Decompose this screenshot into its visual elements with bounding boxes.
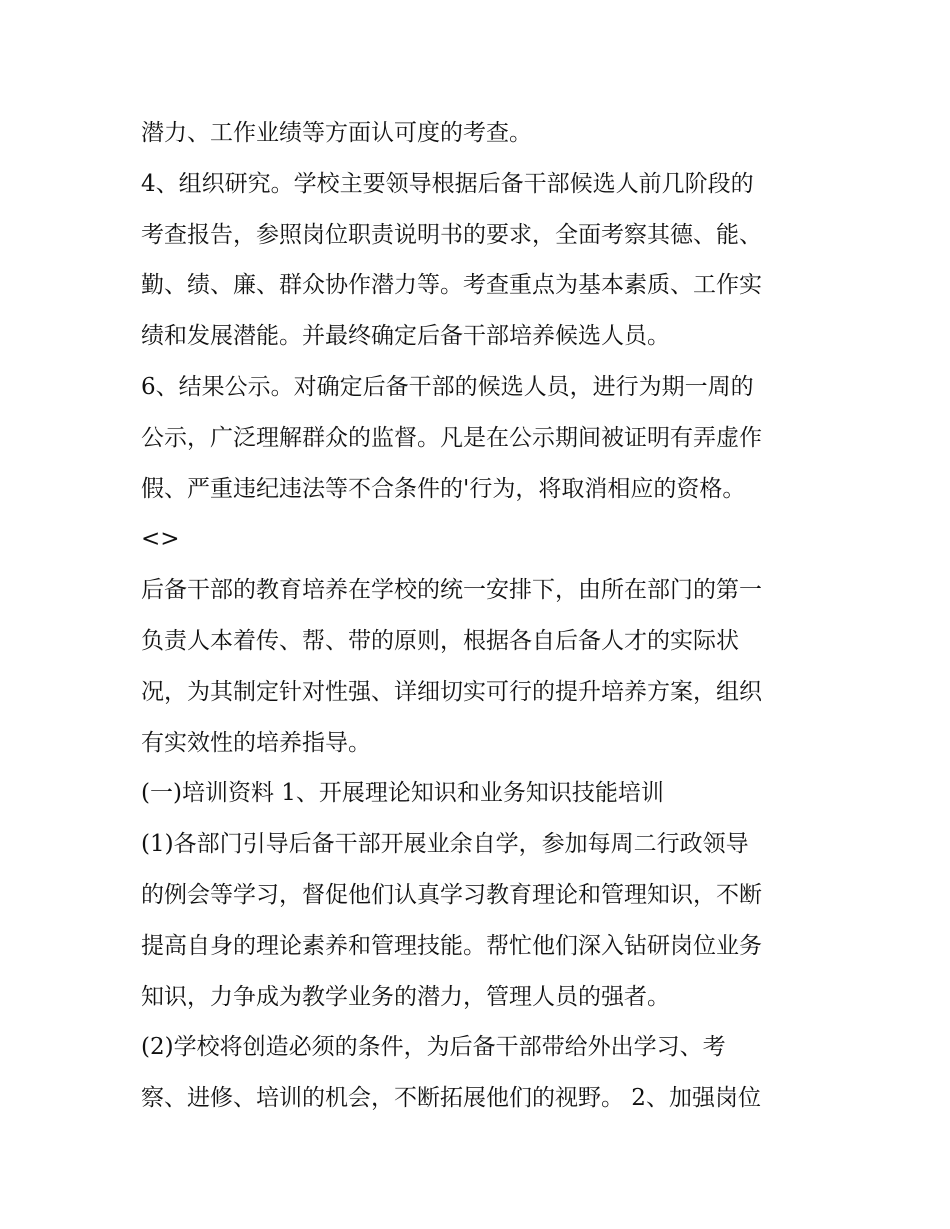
text-line: 的例会等学习，督促他们认真学习教育理论和管理知识，不断	[141, 881, 762, 908]
text-line: 考查报告，参照岗位职责说明书的要求，全面考察其德、能、	[141, 221, 762, 248]
text-line: (一)培训资料 1、开展理论知识和业务知识技能培训	[141, 780, 664, 807]
text-line: (1)各部门引导后备干部开展业余自学，参加每周二行政领导	[141, 831, 749, 858]
text-line: 公示，广泛理解群众的监督。凡是在公示期间被证明有弄虚作	[141, 424, 762, 451]
text-line: 况，为其制定针对性强、详细切实可行的提升培养方案，组织	[141, 678, 762, 705]
text-line: 察、进修、培训的机会，不断拓展他们的视野。 2、加强岗位	[141, 1085, 761, 1112]
text-line: 知识，力争成为教学业务的潜力，管理人员的强者。	[141, 983, 670, 1010]
text-line: 后备干部的教育培养在学校的统一安排下，由所在部门的第一	[141, 577, 762, 604]
text-line: 绩和发展潜能。并最终确定后备干部培养候选人员。	[141, 323, 670, 350]
text-line: 提高自身的理论素养和管理技能。帮忙他们深入钻研岗位业务	[141, 932, 762, 959]
text-line: <>	[141, 526, 180, 553]
text-line: 有实效性的培养指导。	[141, 729, 371, 756]
text-line: 4、组织研究。学校主要领导根据后备干部候选人前几阶段的	[141, 170, 754, 197]
text-line: 6、结果公示。对确定后备干部的候选人员，进行为期一周的	[141, 373, 754, 400]
text-line: 勤、绩、廉、群众协作潜力等。考查重点为基本素质、工作实	[141, 272, 762, 299]
text-line: 假、严重违纪违法等不合条件的'行为，将取消相应的资格。	[141, 475, 746, 502]
text-line: (2)学校将创造必须的条件，为后备干部带给外出学习、考	[141, 1034, 726, 1061]
document-body	[141, 108, 821, 1124]
text-line: 负责人本着传、帮、带的原则，根据各自后备人才的实际状	[141, 627, 739, 654]
text-line: 潜力、工作业绩等方面认可度的考查。	[141, 120, 532, 146]
